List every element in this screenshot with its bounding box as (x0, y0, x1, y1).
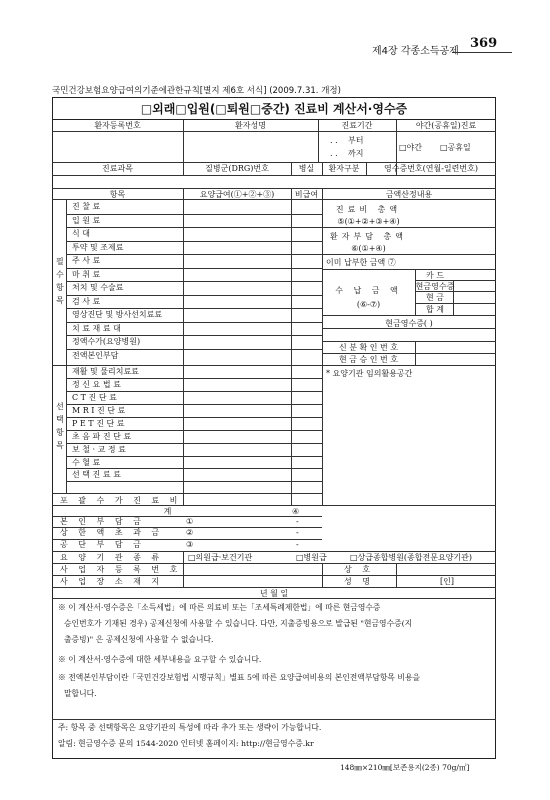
grid-line (52, 575, 496, 576)
optional-item: C T 진 단 료 (72, 393, 117, 402)
page-number: 369 (470, 36, 498, 51)
grid-line (322, 315, 496, 316)
grid-line (66, 378, 322, 379)
grid-line (66, 254, 322, 255)
grid-line (415, 303, 496, 304)
institution-option-clinic: □의원급·보건기관 (188, 553, 253, 562)
optional-item: 보 철 · 교 정 료 (72, 445, 126, 454)
grid-line (183, 200, 184, 505)
circle-4: ④ (292, 507, 300, 516)
night-care-label: 야간(공휴일)진료 (415, 121, 477, 130)
grid-line (66, 295, 322, 296)
optional-item: 수 혈 료 (72, 458, 101, 467)
summary-circle: ① (186, 517, 194, 526)
note-line: ※ 이 계산서·영수증은「소득세법」에 따른 의료비 또는「조세특례제한법」에 따른 현금영수증 (58, 603, 381, 612)
grid-line (66, 214, 322, 215)
required-item: 입 원 료 (72, 215, 101, 225)
grid-line (66, 268, 322, 269)
required-item: 식 대 (72, 229, 90, 238)
grid-line (66, 200, 67, 365)
receipt-label: 수 납 금 액 (335, 286, 402, 295)
grid-line (66, 281, 322, 282)
optional-group-label: 선택항목 (56, 402, 64, 450)
grid-line (52, 551, 496, 552)
grid-line (66, 404, 322, 405)
required-item: 정액수가(요양병원) (72, 337, 141, 346)
required-item: 주 사 료 (72, 256, 101, 265)
grid-line (66, 430, 322, 431)
grid-line (66, 322, 322, 323)
note-line: ※ 이 계산서·영수증에 대한 세부내용을 요구할 수 있습니다. (58, 655, 262, 664)
grid-line (66, 468, 322, 469)
note-line: 알림: 현금영수증 문의 1544-2020 인터넷 홈페이지: http://현금영수증.kr (58, 739, 314, 748)
grid-line (66, 308, 322, 309)
patient-name-label: 환자성명 (235, 121, 266, 130)
receipt-no-label: 영수증번호(연월-일련번호) (384, 164, 478, 173)
optional-item: 정 신 요 법 료 (72, 380, 121, 389)
grid-line (66, 443, 322, 444)
night-option: □야간 (399, 143, 423, 152)
required-item: 전액본인부담 (72, 350, 119, 360)
grid-line (52, 175, 496, 176)
optional-item: 선 택 진 료 료 (72, 470, 121, 479)
free-use-label: * 요양기관 임의활용공간 (326, 369, 413, 378)
grid-line (52, 587, 496, 588)
package-fee-label: 포 괄 수 가 진 료 비 (60, 496, 182, 505)
address-label: 사 업 장 소 재 지 (60, 577, 164, 586)
optional-item: 재활 및 물리치료료 (72, 367, 139, 376)
holiday-option: □공휴일 (440, 143, 471, 152)
patient-total-label: 환자부담 총액 (330, 232, 407, 241)
nonbenefit-header: 비급여 (294, 190, 319, 199)
grid-line (291, 200, 292, 505)
grid-line (66, 456, 322, 457)
note-line: 말합니다. (64, 689, 97, 698)
item-header: 항목 (109, 190, 126, 199)
grid-line (415, 341, 416, 365)
biz-no-label: 사 업 자 등 록 번 호 (60, 565, 182, 574)
grid-line (52, 719, 496, 720)
grid-line (52, 162, 496, 163)
required-item: 마 취 료 (72, 269, 101, 279)
date-label: 년 월 일 (259, 589, 289, 598)
rep-label: 성 명 (344, 577, 374, 586)
grid-line (396, 563, 397, 587)
patient-total-formula: ⑥(①+④) (351, 244, 386, 253)
optional-item: P E T 진 단 료 (72, 419, 125, 428)
grid-line (322, 353, 496, 354)
grid-line (66, 365, 67, 493)
seal-label: [인] (440, 577, 454, 586)
grid-line (322, 227, 496, 228)
grid-line (66, 227, 322, 228)
grid-line (322, 328, 496, 329)
cash-receipt-label: 현금영수증( ) (385, 319, 433, 328)
required-item: 검 사 료 (72, 296, 101, 306)
optional-item: M R I 진 단 료 (72, 406, 126, 415)
header-rule (452, 52, 512, 53)
required-item: 투약 및 조제료 (72, 242, 124, 252)
grid-line (66, 241, 322, 242)
paper-spec: 148㎜×210㎜[보존용지(2종) 70g/㎡] (340, 763, 470, 772)
calc-header: 금액산정내용 (385, 190, 433, 199)
summary-row-label: 공 단 부 담 금 (60, 540, 145, 549)
drg-label: 질병군(DRG)번호 (205, 164, 269, 173)
required-item: 처치 및 수술료 (72, 283, 124, 292)
optional-item: 초 음 파 진 단 료 (72, 432, 132, 441)
grid-line (52, 493, 322, 494)
grid-line (52, 563, 496, 564)
grid-line (66, 349, 322, 350)
grid-line (66, 391, 322, 392)
total-fee-label: 진료비 총액 (335, 205, 402, 214)
required-group-label: 필수항목 (56, 257, 64, 305)
summary-row-label: 본 인 부 담 금 (60, 517, 145, 526)
approval-no-label: 현 금 승 인 번 호 (338, 355, 399, 364)
room-label: 병실 (298, 164, 315, 173)
summary-dash: - (296, 528, 299, 537)
dept-label: 진료과목 (102, 164, 133, 173)
required-item: 치 료 재 료 대 (72, 323, 121, 333)
total-label: 계 (163, 507, 172, 516)
form-title: □외래□입원(□퇴원□중간) 진료비 계산서·영수증 (52, 97, 496, 120)
payment-method: 현금영수증 (415, 282, 455, 291)
grid-line (183, 551, 184, 587)
period-dots-from: . . (330, 136, 338, 145)
grid-line (322, 269, 496, 270)
institution-option-hospital: □병원급 (296, 553, 327, 562)
patient-no-label: 환자등록번호 (94, 121, 141, 130)
institution-type-label: 요 양 기 관 종 류 (60, 553, 164, 562)
summary-circle: ② (186, 528, 194, 537)
period-from: 부터 (348, 136, 364, 145)
summary-dash: - (296, 517, 299, 526)
payment-method: 카 드 (426, 271, 444, 280)
summary-dash: - (296, 540, 299, 549)
grid-line (66, 481, 322, 482)
grid-line (66, 335, 322, 336)
period-label: 진료기간 (341, 121, 373, 130)
receipt-formula: (⑥-⑦) (356, 300, 381, 309)
note-line: ※ 전액본인부담이란「국민건강보험법 시행규칙」별표 5에 따른 요양급여비용의 본인전액부담항목 비용을 (58, 673, 421, 682)
institution-option-general: □상급종합병원(종합전문요양기관) (350, 553, 472, 562)
patient-type-label: 환자구분 (328, 164, 360, 173)
required-item: 영상진단 및 방사선치료료 (72, 310, 163, 319)
total-fee-formula: ⑤(①+②+③+④) (337, 217, 400, 226)
grid-line (322, 341, 496, 342)
summary-row-label: 상 한 액 초 과 금 (60, 528, 164, 537)
payment-method: 현 금 (426, 293, 444, 302)
id-no-label: 신 분 확 인 번 호 (338, 343, 399, 352)
required-item: 진 찰 료 (72, 202, 101, 211)
payment-method: 합 계 (426, 305, 444, 314)
benefit-header: 요양급여(①+②+③) (199, 190, 275, 199)
chapter-header: 제4장 각종소득공제 (372, 46, 459, 57)
grid-line (52, 131, 496, 132)
summary-circle: ③ (186, 540, 194, 549)
note-line: 출증빙)" 은 공제신청에 사용할 수 없습니다. (64, 635, 214, 644)
paid-label: 이미 납부한 금액 ⑦ (326, 258, 396, 267)
period-until: 까지 (348, 149, 364, 158)
grid-line (322, 254, 496, 255)
trade-label: 상 호 (344, 565, 374, 574)
form-caption: 국민건강보험요양급여의기준에관한규칙[별지 제6호 서식] (2009.7.31. 개정) (52, 86, 341, 96)
grid-line (52, 365, 496, 366)
grid-line (52, 188, 496, 189)
period-dots-until: . . (330, 149, 338, 158)
grid-line (52, 505, 322, 506)
grid-line (66, 417, 322, 418)
note-line: 주: 항목 중 선택항목은 요양기관의 특성에 따라 추가 또는 생략이 가능합니다. (58, 723, 322, 732)
note-line: 승인번호가 기재된 경우) 공제신청에 사용할 수 있습니다. 다만, 지출증빙용으로 발급된 "현금영수증(지 (64, 619, 413, 628)
